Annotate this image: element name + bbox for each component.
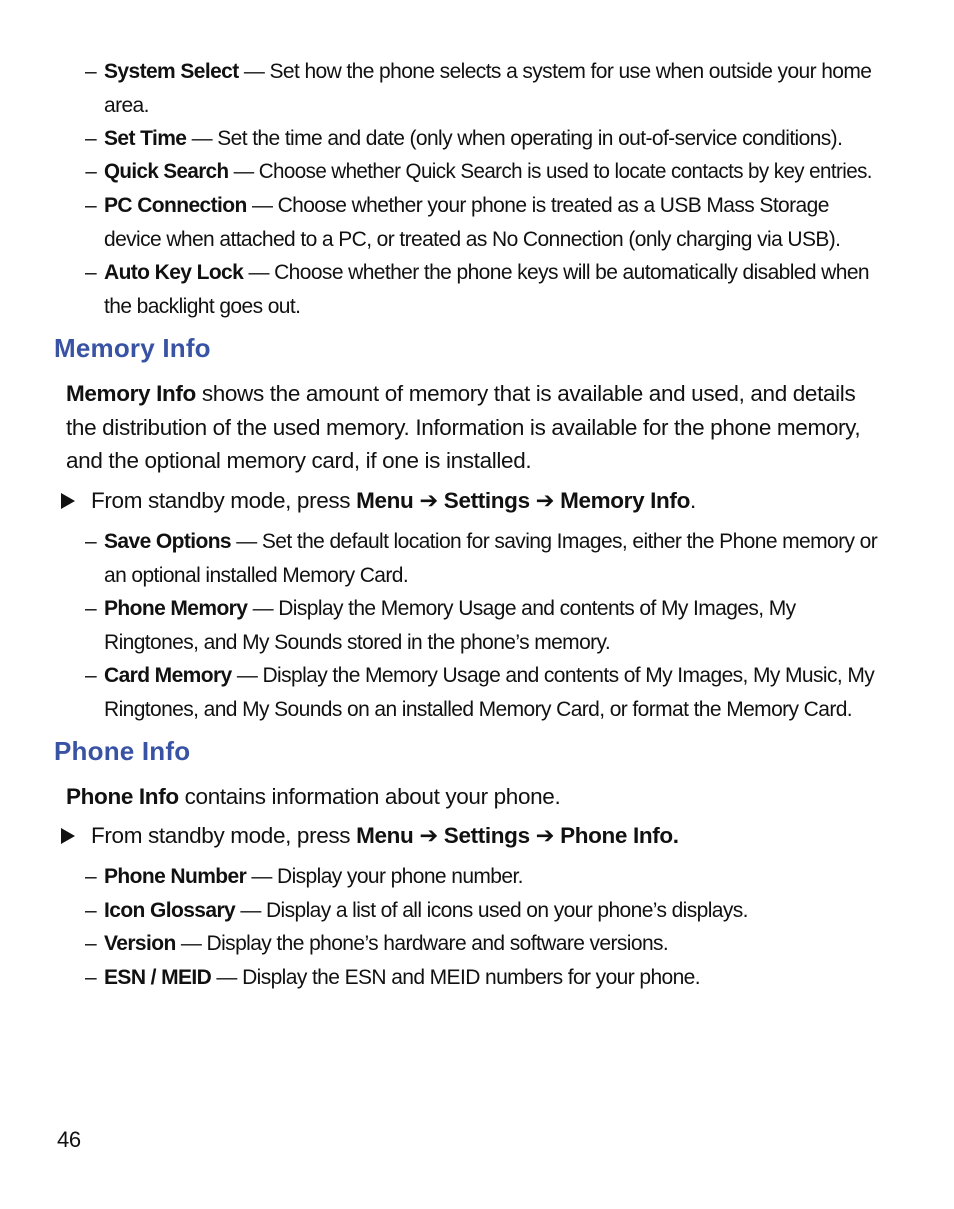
- option-phone-memory: – Phone Memory — Display the Memory Usage and contents of My Images, My Ringtones, and My Sounds stored in the phone’s memory.: [104, 592, 884, 659]
- bullet-dash: –: [85, 530, 97, 553]
- option-description: Display the phone’s hardware and software versions.: [206, 932, 669, 955]
- option-description: Display the Memory Usage and contents of My Images, My Music, My Ringtones, and My Sounds on an installed Memory Card, or format the Memory Card.: [104, 664, 875, 721]
- option-phone-number: – Phone Number — Display your phone number.: [104, 860, 884, 894]
- step-arrow-icon: [61, 493, 75, 509]
- option-term: ESN / MEID: [104, 966, 212, 989]
- bullet-dash: –: [85, 966, 97, 989]
- memory-info-step: From standby mode, press Menu ➔ Settings ➔ Memory Info.: [91, 486, 894, 516]
- bullet-dash: –: [85, 194, 97, 217]
- option-term: Icon Glossary: [104, 899, 236, 922]
- phone-info-step: From standby mode, press Menu ➔ Settings ➔ Phone Info.: [91, 821, 894, 851]
- option-card-memory: – Card Memory — Display the Memory Usage and contents of My Images, My Music, My Ringtones, and My Sounds on an installed Memory Card, or format the Memory Card.: [104, 659, 884, 726]
- option-description: Choose whether the phone keys will be automatically disabled when the backlight goes out.: [104, 261, 869, 318]
- option-term: Set Time: [104, 127, 187, 150]
- option-term: Phone Memory: [104, 597, 248, 620]
- option-system-select: – System Select — Set how the phone selects a system for use when outside your home area.: [104, 55, 884, 122]
- option-term: Card Memory: [104, 664, 232, 687]
- option-save-options: – Save Options — Set the default location for saving Images, either the Phone memory or an optional installed Memory Card.: [104, 525, 884, 592]
- page-number: 46: [57, 1127, 81, 1152]
- option-quick-search: – Quick Search — Choose whether Quick Search is used to locate contacts by key entries.: [104, 155, 884, 189]
- option-term: Phone Number: [104, 865, 247, 888]
- option-auto-key-lock: – Auto Key Lock — Choose whether the phone keys will be automatically disabled when the backlight goes out.: [104, 256, 884, 323]
- option-pc-connection: – PC Connection — Choose whether your phone is treated as a USB Mass Storage device when attached to a PC, or treated as No Connection (only charging via USB).: [104, 189, 884, 256]
- option-description: Set how the phone selects a system for use when outside your home area.: [104, 60, 872, 117]
- memory-info-intro: Memory Info shows the amount of memory that is available and used, and details the distribution of the used memory. Information is available for the phone memory, and the optional memory card, if one is installed.: [66, 381, 861, 473]
- option-description: Display a list of all icons used on your phone’s displays.: [265, 899, 748, 922]
- option-description: Display the Memory Usage and contents of My Images, My Ringtones, and My Sounds stored in the phone’s memory.: [104, 597, 796, 654]
- bullet-dash: –: [85, 127, 97, 150]
- bullet-dash: –: [85, 160, 97, 183]
- option-description: Display your phone number.: [277, 865, 523, 888]
- bullet-dash: –: [85, 664, 97, 687]
- option-term: Quick Search: [104, 160, 229, 183]
- option-icon-glossary: – Icon Glossary — Display a list of all icons used on your phone’s displays.: [104, 894, 884, 928]
- option-esn-meid: – ESN / MEID — Display the ESN and MEID numbers for your phone.: [104, 961, 884, 995]
- bullet-dash: –: [85, 261, 97, 284]
- step-arrow-icon: [61, 828, 75, 844]
- option-description: Set the default location for saving Images, either the Phone memory or an optional installed Memory Card.: [104, 530, 878, 587]
- option-term: Save Options: [104, 530, 232, 553]
- memory-info-heading: Memory Info: [54, 333, 211, 363]
- option-description: Choose whether Quick Search is used to locate contacts by key entries.: [258, 160, 872, 183]
- option-set-time: – Set Time — Set the time and date (only when operating in out-of-service conditions).: [104, 122, 884, 156]
- option-description: Choose whether your phone is treated as a USB Mass Storage device when attached to a PC, or treated as No Connection (only charging via USB).: [104, 194, 841, 251]
- bullet-dash: –: [85, 597, 97, 620]
- phone-info-intro: Phone Info contains information about your phone.: [66, 784, 561, 809]
- option-term: Auto Key Lock: [104, 261, 244, 284]
- option-term: PC Connection: [104, 194, 247, 217]
- option-description: Display the ESN and MEID numbers for your phone.: [242, 966, 700, 989]
- bullet-dash: –: [85, 60, 97, 83]
- bullet-dash: –: [85, 865, 97, 888]
- option-term: System Select: [104, 60, 239, 83]
- phone-info-heading: Phone Info: [54, 736, 191, 766]
- bullet-dash: –: [85, 899, 97, 922]
- bullet-dash: –: [85, 932, 97, 955]
- option-version: – Version — Display the phone’s hardware and software versions.: [104, 927, 884, 961]
- option-term: Version: [104, 932, 176, 955]
- option-description: Set the time and date (only when operating in out-of-service conditions).: [217, 127, 843, 150]
